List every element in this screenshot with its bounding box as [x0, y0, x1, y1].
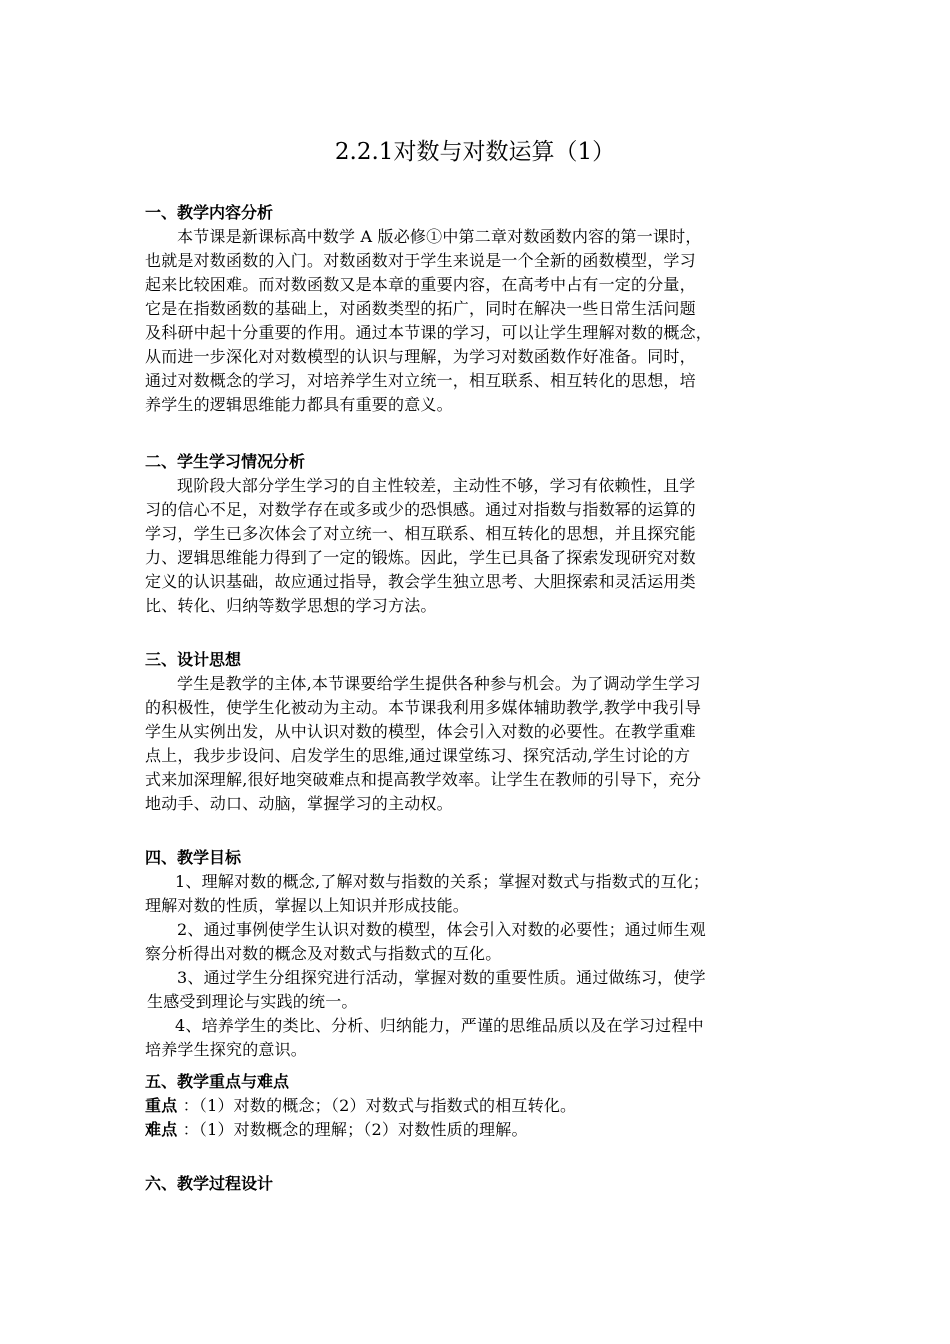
goal-line: 理解对数的性质，掌握以上知识并形成技能。: [145, 896, 470, 915]
section-student-analysis: [145, 450, 810, 618]
paragraph-line: 地动手、动口、动脑，掌握学习的主动权。: [145, 794, 453, 813]
section-heading: 四、教学目标: [145, 848, 242, 867]
goal-line: 1、理解对数的概念,了解对数与指数的关系；掌握对数式与指数式的互化；: [175, 872, 710, 891]
paragraph-line: 式来加深理解,很好地突破难点和提高教学效率。让学生在教师的引导下，充分: [145, 770, 702, 789]
section-design-ideas: [145, 648, 810, 816]
section-teaching-goals: [145, 846, 810, 1062]
section-key-points: [145, 1070, 810, 1142]
key-point-text: ：（1）对数的概念；（2）对数式与指数式的相互转化。: [177, 1096, 577, 1115]
paragraph-line: 它是在指数函数的基础上，对函数类型的拓广，同时在解决一些日常生活问题: [145, 299, 696, 318]
goal-line: 3、通过学生分组探究进行活动，掌握对数的重要性质。通过做练习，使学: [177, 968, 706, 987]
key-point-line: [145, 1094, 810, 1118]
difficulty-line: [145, 1118, 810, 1142]
paragraph-line: 也就是对数函数的入门。对数函数对于学生来说是一个全新的函数模型，学习: [145, 251, 696, 270]
goal-line: 4、培养学生的类比、分析、归纳能力，严谨的思维品质以及在学习过程中: [175, 1016, 704, 1035]
paragraph-line: 及科研中起十分重要的作用。通过本节课的学习，可以让学生理解对数的概念，: [145, 323, 713, 342]
paragraph-line: 学习，学生已多次体会了对立统一、相互联系、相互转化的思想，并且探究能: [145, 524, 696, 543]
paragraph-line: 习的信心不足，对数学存在或多或少的恐惧感。通过对指数与指数幂的运算的: [145, 500, 696, 519]
document-title: 2.2.1对数与对数运算（1）: [334, 139, 616, 165]
paragraph-line: 养学生的逻辑思维能力都具有重要的意义。: [145, 395, 453, 414]
section-heading: 二、学生学习情况分析: [145, 452, 306, 471]
paragraph-line: 学生从实例出发，从中认识对数的模型，体会引入对数的必要性。在教学重难: [145, 722, 696, 741]
section-content-analysis: [145, 201, 810, 417]
section-heading: 一、教学内容分析: [145, 203, 274, 222]
paragraph-line: 定义的认识基础，故应通过指导，教会学生独立思考、大胆探索和灵活运用类: [145, 572, 696, 591]
key-point-label: 重点: [145, 1096, 178, 1115]
paragraph-line: 通过对数概念的学习，对培养学生对立统一，相互联系、相互转化的思想，培: [145, 371, 696, 390]
paragraph-line: 现阶段大部分学生学习的自主性较差，主动性不够，学习有依赖性，且学: [177, 476, 696, 495]
paragraph-line: 力、逻辑思维能力得到了一定的锻炼。因此，学生已具备了探索发现研究对数: [145, 548, 696, 567]
paragraph-line: 点上，我步步设问、启发学生的思维,通过课堂练习、探究活动,学生讨论的方: [145, 746, 691, 765]
paragraph-line: 本节课是新课标高中数学 A 版必修①中第二章对数函数内容的第一课时，: [177, 227, 702, 246]
section-heading: 六、教学过程设计: [145, 1174, 274, 1193]
goal-line: 察分析得出对数的概念及对数式与指数式的互化。: [145, 944, 502, 963]
paragraph-line: 学生是教学的主体,本节课要给学生提供各种参与机会。为了调动学生学习: [177, 674, 701, 693]
goal-line: 培养学生探究的意识。: [145, 1040, 308, 1059]
paragraph-line: 起来比较困难。而对数函数又是本章的重要内容，在高考中占有一定的分量，: [145, 275, 696, 294]
section-teaching-process: [145, 1172, 810, 1196]
paragraph-line: 的积极性，使学生化被动为主动。本节课我利用多媒体辅助教学,教学中我引导: [145, 698, 702, 717]
goal-line: 2、通过事例使学生认识对数的模型，体会引入对数的必要性；通过师生观: [177, 920, 706, 939]
difficulty-label: 难点: [145, 1120, 178, 1139]
section-heading: 三、设计思想: [145, 650, 242, 669]
section-heading: 五、教学重点与难点: [145, 1072, 290, 1091]
goal-line: 生感受到理论与实践的统一。: [147, 992, 358, 1011]
paragraph-line: 比、转化、归纳等数学思想的学习方法。: [145, 596, 437, 615]
difficulty-text: ：（1）对数概念的理解；（2）对数性质的理解。: [177, 1120, 528, 1139]
paragraph-line: 从而进一步深化对对数模型的认识与理解，为学习对数函数作好准备。同时，: [145, 347, 696, 366]
